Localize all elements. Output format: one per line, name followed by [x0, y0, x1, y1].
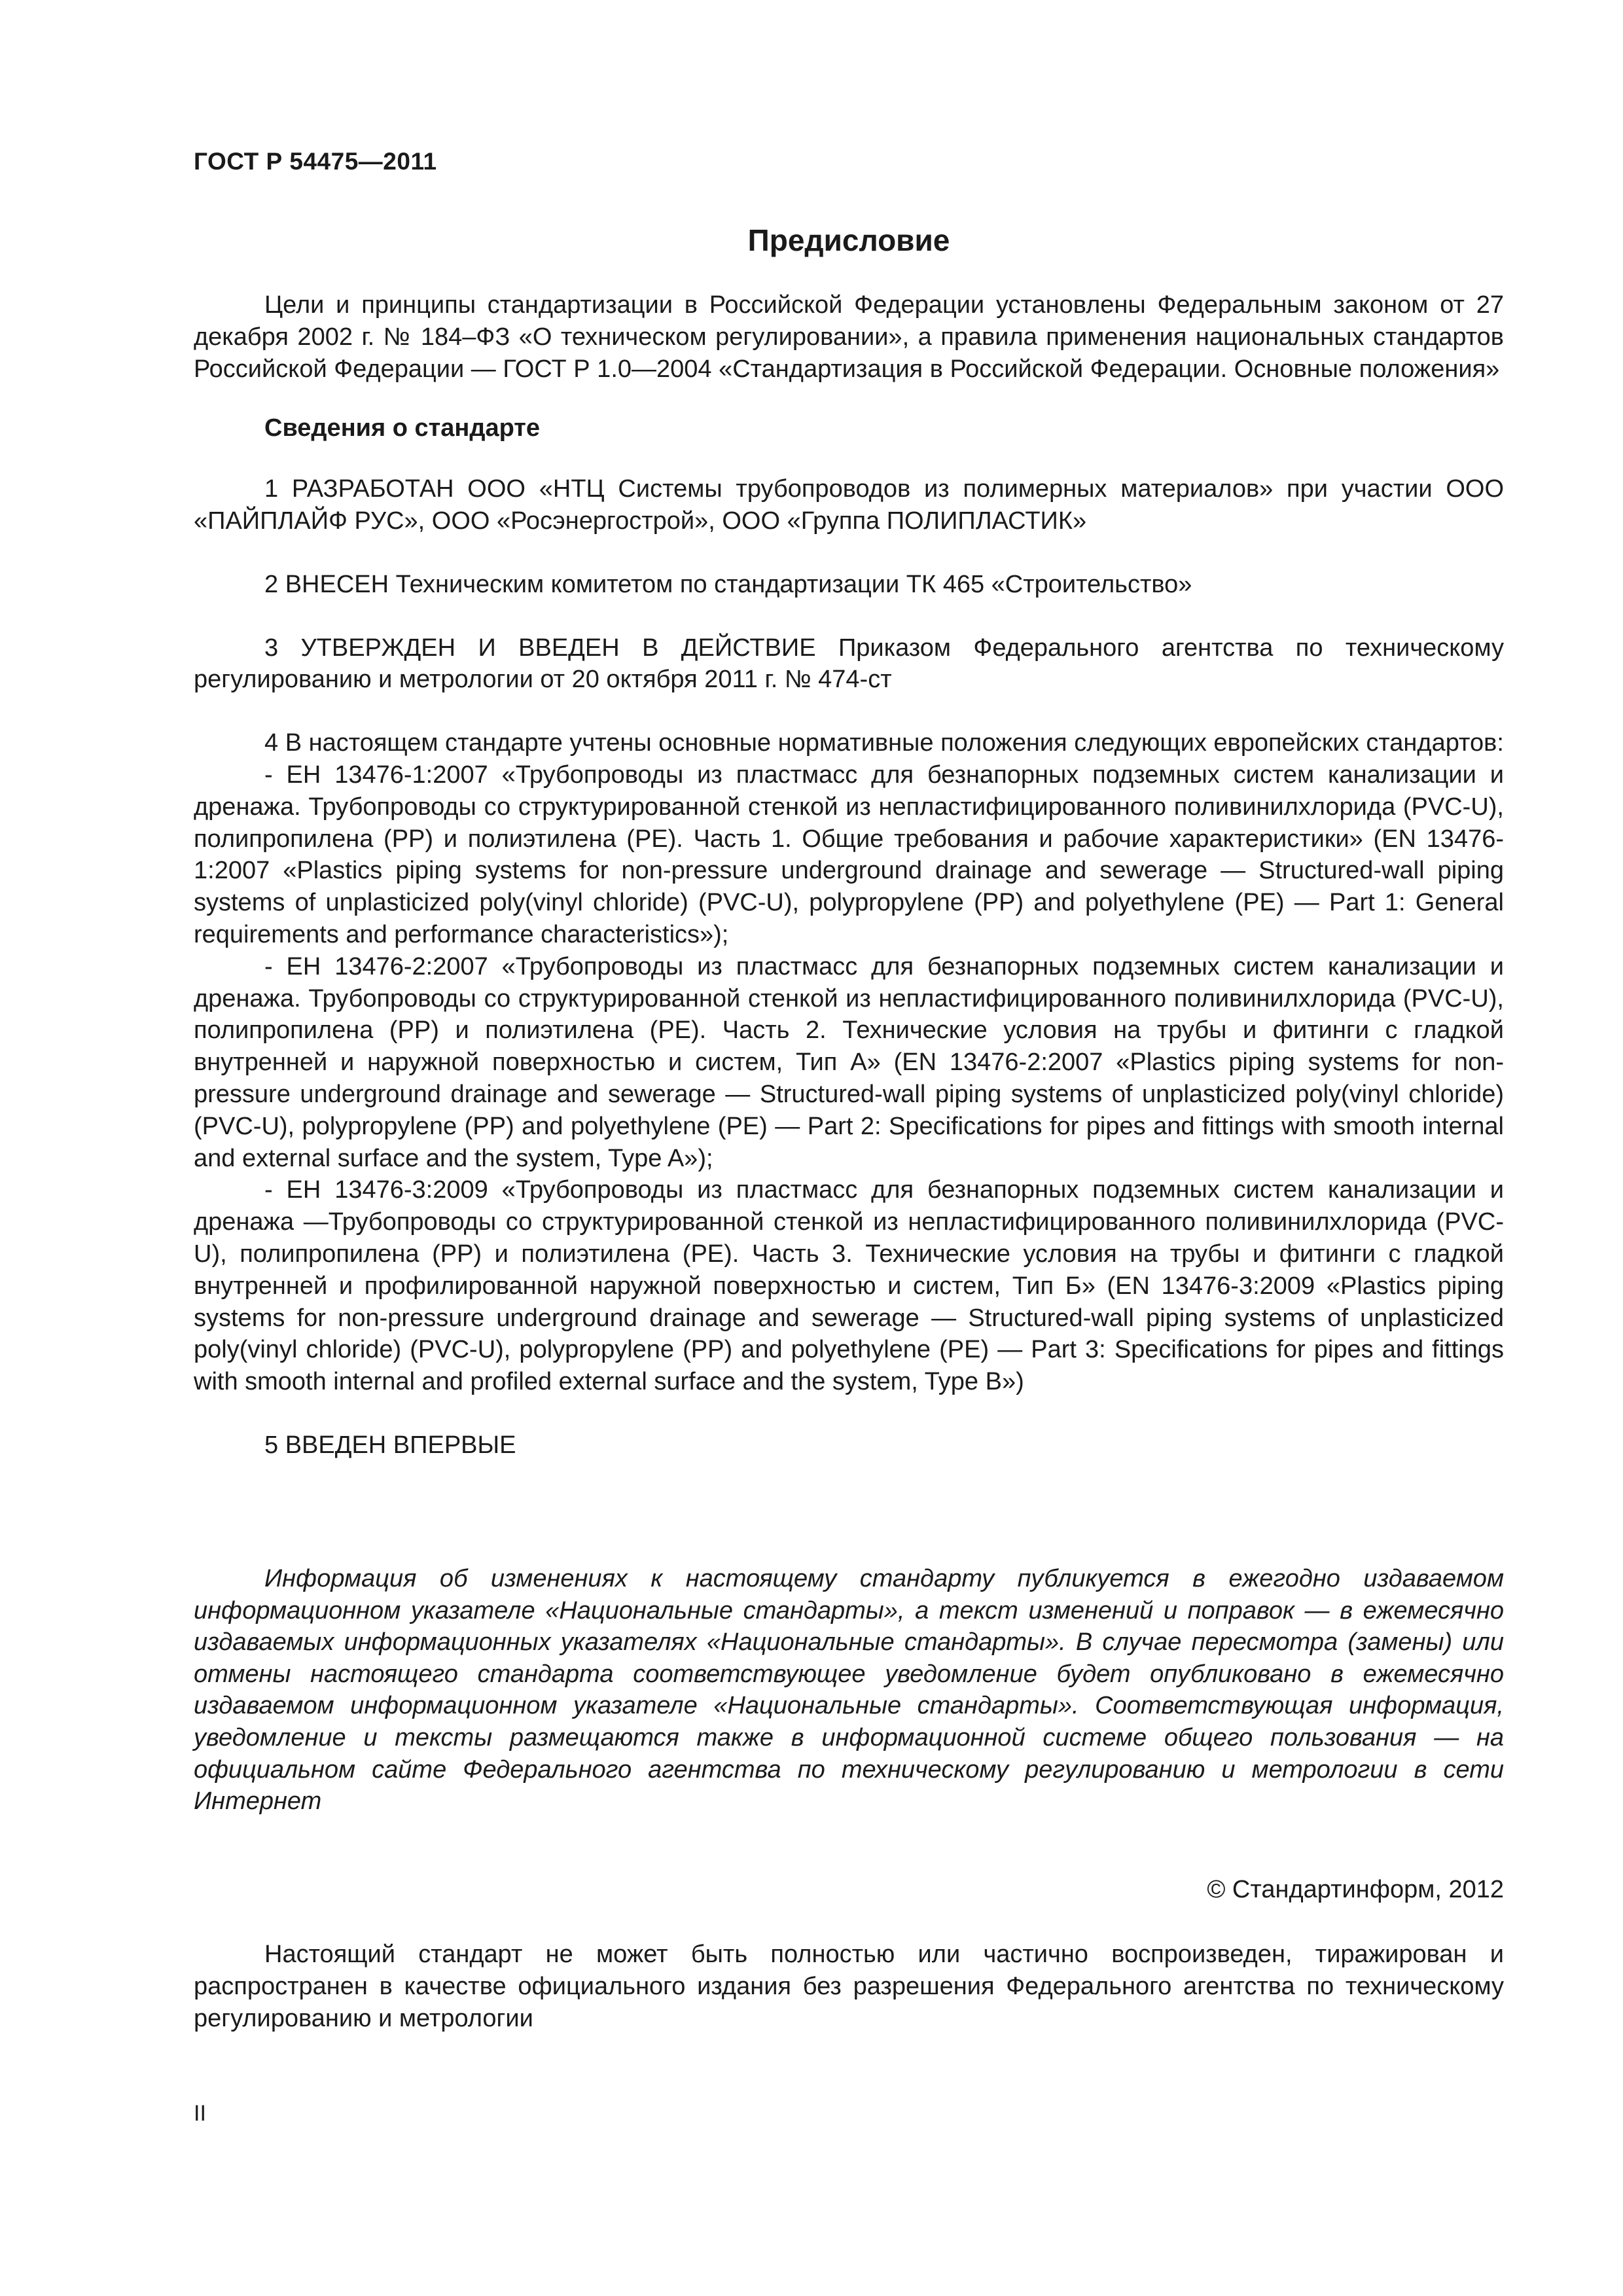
reproduction-notice	[194, 1939, 1504, 2034]
intro-paragraph: Цели и принципы стандартизации в Российской Федерации установлены Федеральным законом от 27 декабря 2002 г. № 184–ФЗ «О техническом регулировании», а правила применения национальных стандартов Российской Федерации — ГОСТ Р 1.0—2004 «Стандартизация в Российской Федерации. Основные положения»	[194, 291, 1504, 383]
info-notice-text: Информация об изменениях к настоящему стандарту публикуется в ежегодно издаваемом информационном указателе «Национальные стандарты», а текст изменений и поправок — в ежемесячно издаваемых информационных указателях «Национальные стандарты». В случае пересмотра (замены) или отмены настоящего стандарта соответствующее уведомление будет опубликовано в ежемесячно издаваемом информационном указателе «Национальные стандарты». Соответствующая информация, уведомление и тексты размещаются также в информационной системе общего пользования — на официальном сайте Федерального агентства по техническому регулированию и метрологии в сети Интернет	[194, 1565, 1504, 1816]
item-2: 2 ВНЕСЕН Техническим комитетом по стандартизации ТК 465 «Строительство»	[264, 570, 1192, 598]
item-1: 1 РАЗРАБОТАН ООО «НТЦ Системы трубопроводов из полимерных материалов» при участии ООО «ПАЙПЛАЙФ РУС», ООО «Росэнергострой», ООО «Группа ПОЛИПЛАСТИК»	[194, 475, 1504, 535]
reproduction-notice-text: Настоящий стандарт не может быть полностью или частично воспроизведен, тиражирован и распространен в качестве официального издания без разрешения Федерального агентства по техническому регулированию и метрологии	[194, 1941, 1504, 2032]
info-notice	[194, 1563, 1504, 1818]
item-4: 4 В настоящем стандарте учтены основные нормативные положения следующих европейских стандартов:	[264, 729, 1504, 757]
item-5: 5 ВВЕДЕН ВПЕРВЫЕ	[264, 1431, 516, 1459]
standard-entry-1: - ЕН 13476-1:2007 «Трубопроводы из пластмасс для безнапорных подземных систем канализации и дренажа. Трубопроводы со структурированной стенкой из непластифицированного поливинилхлорида (PVC-U), полипропилена (PP) и полиэтилена (PE). Часть 1. Общие требования и рабочие характеристики» (EN 13476-1:2007 «Plastics piping systems for non-pressure underground drainage and sewerage — Structured-wall piping systems of unplasticized poly(vinyl chloride) (PVC-U), polypropylene (PP) and polyethylene (PE) — Part 1: General requirements and performance characteristics»);	[194, 761, 1504, 948]
standard-entry-2: - ЕН 13476-2:2007 «Трубопроводы из пластмасс для безнапорных подземных систем канализации и дренажа. Трубопроводы со структурированной стенкой из непластифицированного поливинилхлорида (PVC-U), полипропилена (PP) и полиэтилена (PE). Часть 2. Технические условия на трубы и фитинги с гладкой внутренней и наружной поверхностью и систем, Тип А» (EN 13476-2:2007 «Plastics piping systems for non-pressure underground drainage and sewerage — Structured-wall piping systems of unplasticized poly(vinyl chloride) (PVC-U), polypropylene (PP) and polyethylene (PE) — Part 2: Specifications for pipes and fittings with smooth internal and external surface and the system, Type A»);	[194, 952, 1504, 1172]
standard-entry-3: - ЕН 13476-3:2009 «Трубопроводы из пластмасс для безнапорных подземных систем канализации и дренажа —Трубопроводы со структурированной стенкой из непластифицированного поливинилхлорида (PVC-U), полипропилена (PP) и полиэтилена (PE). Часть 3. Технические условия на трубы и фитинги с гладкой внутренней и профилированной наружной поверхностью и систем, Тип Б» (EN 13476-3:2009 «Plastics piping systems for non-pressure underground drainage and sewerage — Structured-wall piping systems of unplasticized poly(vinyl chloride) (PVC-U), polypropylene (PP) and polyethylene (PE) — Part 3: Specifications for pipes and fittings with smooth internal and profiled external surface and the system, Type B»)	[194, 1176, 1504, 1396]
page-number: II	[194, 2101, 206, 2126]
copyright-line: © Стандартинформ, 2012	[1207, 1876, 1504, 1903]
section-heading: Сведения о стандарте	[264, 414, 541, 442]
item-3: 3 УТВЕРЖДЕН И ВВЕДЕН В ДЕЙСТВИЕ Приказом Федерального агентства по техническому регулированию и метрологии от 20 октября 2011 г. № 474-ст	[194, 634, 1504, 694]
preface-body	[194, 289, 1504, 1462]
document-code: ГОСТ Р 54475—2011	[194, 148, 437, 175]
page-title: Предисловие	[747, 223, 950, 257]
